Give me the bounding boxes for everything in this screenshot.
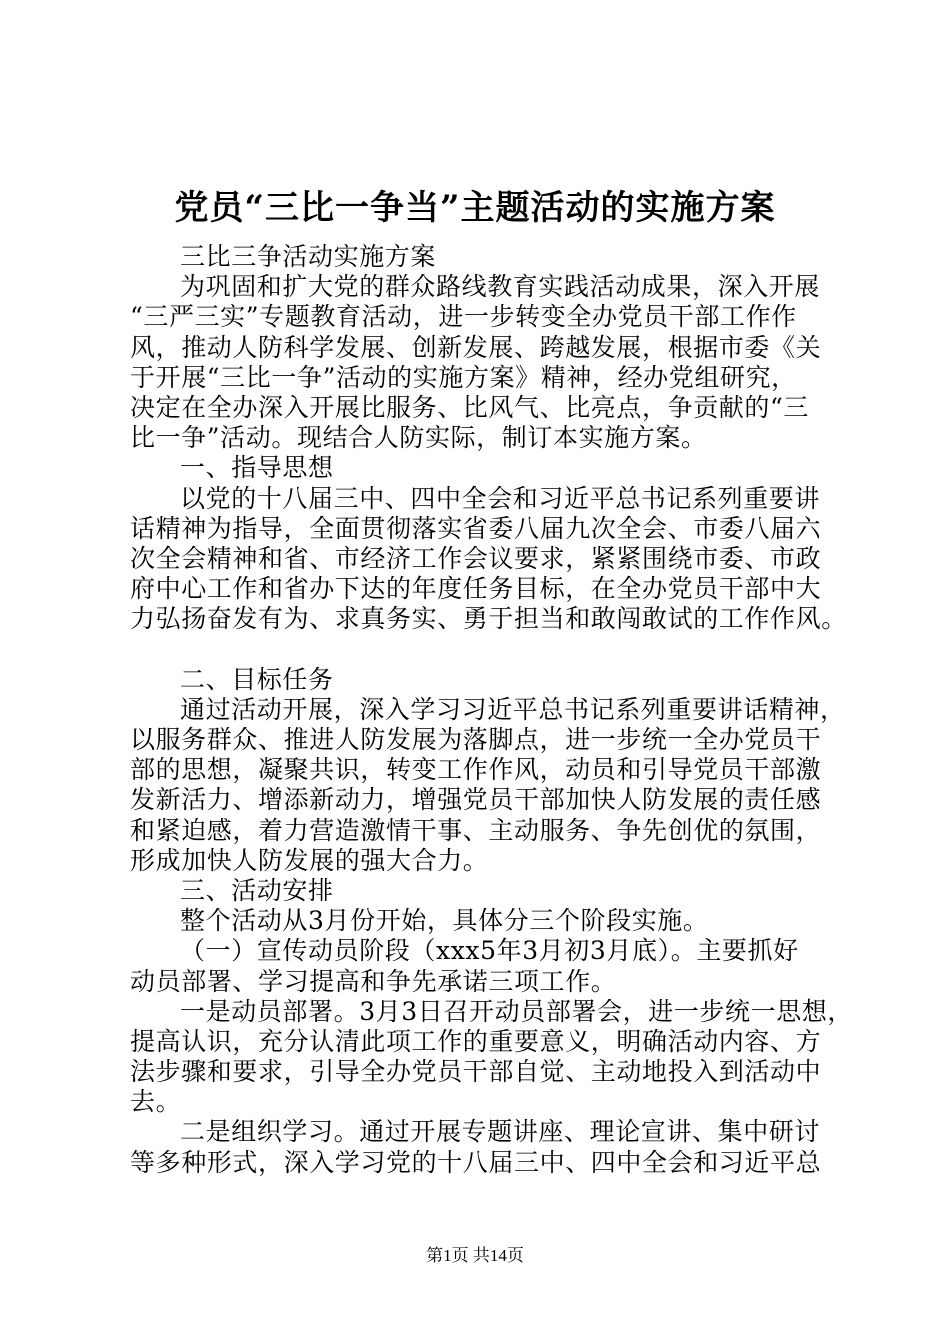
- body-line: “三严三实”专题教育活动，进一步转变全办党员干部工作作: [130, 302, 797, 332]
- body-line: （一）宣传动员阶段（xxx5年3月初3月底）。主要抓好: [180, 936, 799, 966]
- section-heading: 二、目标任务: [180, 664, 334, 694]
- body-line: 去。: [130, 1087, 182, 1117]
- body-line: 二是组织学习。通过开展专题讲座、理论宣讲、集中研讨: [180, 1117, 821, 1147]
- body-line: 和紧迫感，着力营造激情干事、主动服务、争先创优的氛围，: [130, 815, 822, 845]
- body-line: 风，推动人防科学发展、创新发展、跨越发展，根据市委《关: [130, 332, 822, 362]
- document-title: 党员“三比一争当”主题活动的实施方案: [174, 188, 776, 228]
- body-line: 决定在全办深入开展比服务、比风气、比亮点，争贡献的“三: [130, 392, 809, 422]
- body-line: 一是动员部署。3月3日召开动员部署会，进一步统一思想，: [180, 996, 854, 1026]
- body-line: 于开展“三比一争”活动的实施方案》精神，经办党组研究，: [130, 362, 797, 392]
- body-line: 为巩固和扩大党的群众路线教育实践活动成果，深入开展: [180, 272, 821, 302]
- page-number-footer: 第1页 共14页: [426, 1246, 524, 1265]
- body-line: 整个活动从3月份开始，具体分三个阶段实施。: [180, 906, 709, 936]
- body-line: 比一争”活动。现结合人防实际，制订本实施方案。: [130, 423, 707, 453]
- body-line: 以党的十八届三中、四中全会和习近平总书记系列重要讲: [180, 483, 821, 513]
- body-line: 次全会精神和省、市经济工作会议要求，紧紧围绕市委、市政: [130, 543, 822, 573]
- body-line: 三比三争活动实施方案: [180, 242, 437, 271]
- body-line: 动员部署、学习提高和争先承诺三项工作。: [130, 966, 617, 996]
- section-heading: 三、活动安排: [180, 875, 334, 905]
- body-line: 形成加快人防发展的强大合力。: [130, 845, 489, 875]
- body-line: 力弘扬奋发有为、求真务实、勇于担当和敢闯敢试的工作作风。: [130, 604, 847, 634]
- body-line: 部的思想，凝聚共识，转变工作作风，动员和引导党员干部激: [130, 755, 822, 785]
- body-line: 等多种形式，深入学习党的十八届三中、四中全会和习近平总: [130, 1147, 822, 1177]
- body-line: 府中心工作和省办下达的年度任务目标，在全办党员干部中大: [130, 574, 822, 604]
- body-line: 以服务群众、推进人防发展为落脚点，进一步统一全办党员干: [130, 725, 822, 754]
- body-line: 发新活力、增添新动力，增强党员干部加快人防发展的责任感: [130, 785, 822, 815]
- body-line: 法步骤和要求，引导全办党员干部自觉、主动地投入到活动中: [130, 1057, 822, 1087]
- body-line: 提高认识，充分认清此项工作的重要意义，明确活动内容、方: [130, 1026, 822, 1056]
- blank-line: [130, 634, 850, 664]
- section-heading: 一、指导思想: [180, 453, 334, 483]
- body-line: 话精神为指导，全面贯彻落实省委八届九次全会、市委八届六: [130, 513, 822, 543]
- body-line: 通过活动开展，深入学习习近平总书记系列重要讲话精神，: [180, 694, 846, 724]
- document-body: [130, 242, 854, 1178]
